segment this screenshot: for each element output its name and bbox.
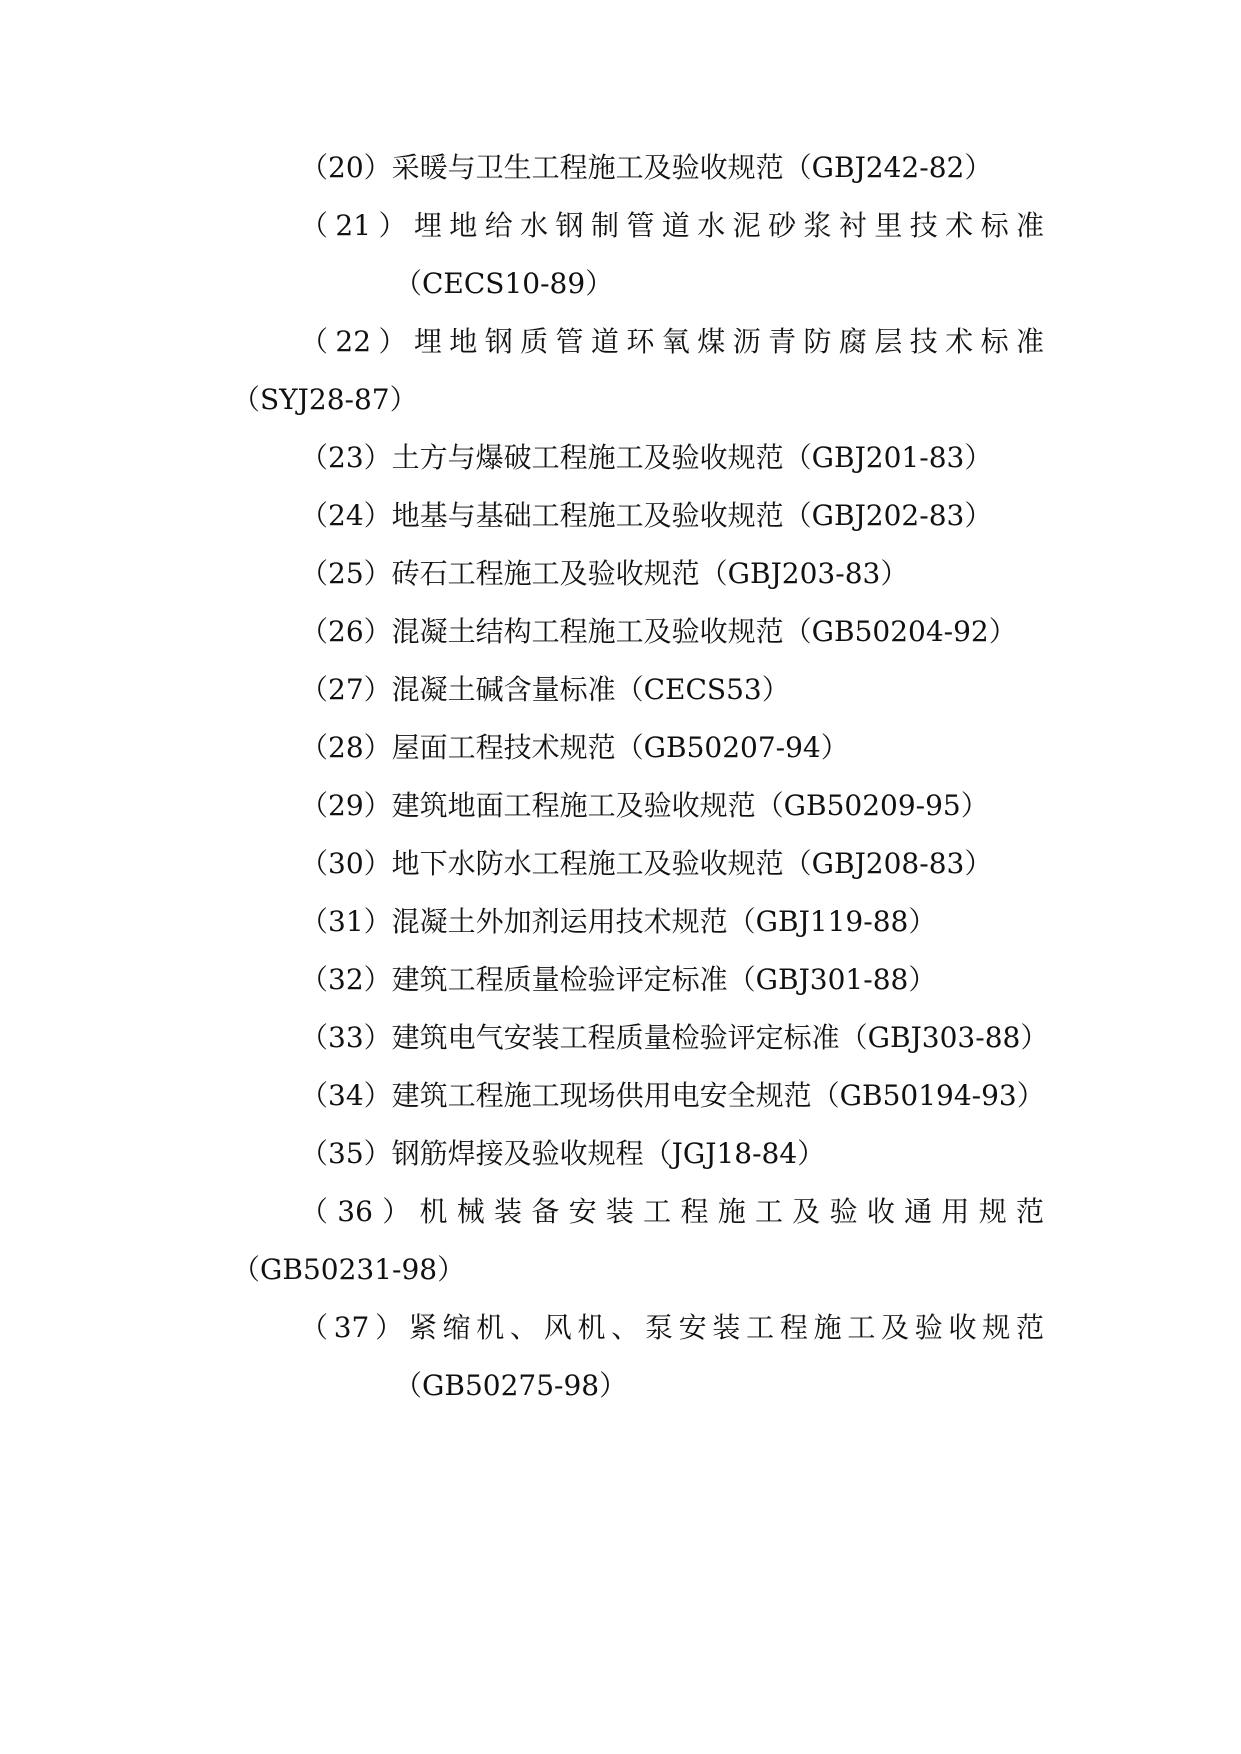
list-item: （20）采暖与卫生工程施工及验收规范（GBJ242-82） bbox=[300, 151, 993, 184]
list-item-continuation: （CECS10-89） bbox=[394, 267, 614, 300]
list-item: （36）机械装备安装工程施工及验收通用规范 bbox=[300, 1195, 1044, 1228]
list-item: （33）建筑电气安装工程质量检验评定标准（GBJ303-88） bbox=[300, 1021, 1049, 1054]
list-item: （35）钢筋焊接及验收规程（JGJ18-84） bbox=[300, 1137, 826, 1170]
list-item: （24）地基与基础工程施工及验收规范（GBJ202-83） bbox=[300, 499, 993, 532]
list-item: （30）地下水防水工程施工及验收规范（GBJ208-83） bbox=[300, 847, 993, 880]
list-item: （32）建筑工程质量检验评定标准（GBJ301-88） bbox=[300, 963, 937, 996]
list-item-continuation: （GB50231-98） bbox=[232, 1253, 466, 1286]
list-item-continuation: （SYJ28-87） bbox=[232, 383, 418, 416]
list-item-continuation: （GB50275-98） bbox=[394, 1369, 628, 1402]
list-item: （34）建筑工程施工现场供用电安全规范（GB50194-93） bbox=[300, 1079, 1045, 1112]
list-item: （21）埋地给水钢制管道水泥砂浆衬里技术标准 bbox=[300, 209, 1044, 242]
list-item: （27）混凝土碱含量标准（CECS53） bbox=[300, 673, 790, 706]
list-item: （29）建筑地面工程施工及验收规范（GB50209-95） bbox=[300, 789, 989, 822]
list-item: （37）紧缩机、风机、泵安装工程施工及验收规范 bbox=[300, 1311, 1044, 1344]
list-item: （22）埋地钢质管道环氧煤沥青防腐层技术标准 bbox=[300, 325, 1044, 358]
list-item: （26）混凝土结构工程施工及验收规范（GB50204-92） bbox=[300, 615, 1017, 648]
list-item: （25）砖石工程施工及验收规范（GBJ203-83） bbox=[300, 557, 909, 590]
list-item: （31）混凝土外加剂运用技术规范（GBJ119-88） bbox=[300, 905, 937, 938]
list-item: （28）屋面工程技术规范（GB50207-94） bbox=[300, 731, 849, 764]
list-item: （23）土方与爆破工程施工及验收规范（GBJ201-83） bbox=[300, 441, 993, 474]
